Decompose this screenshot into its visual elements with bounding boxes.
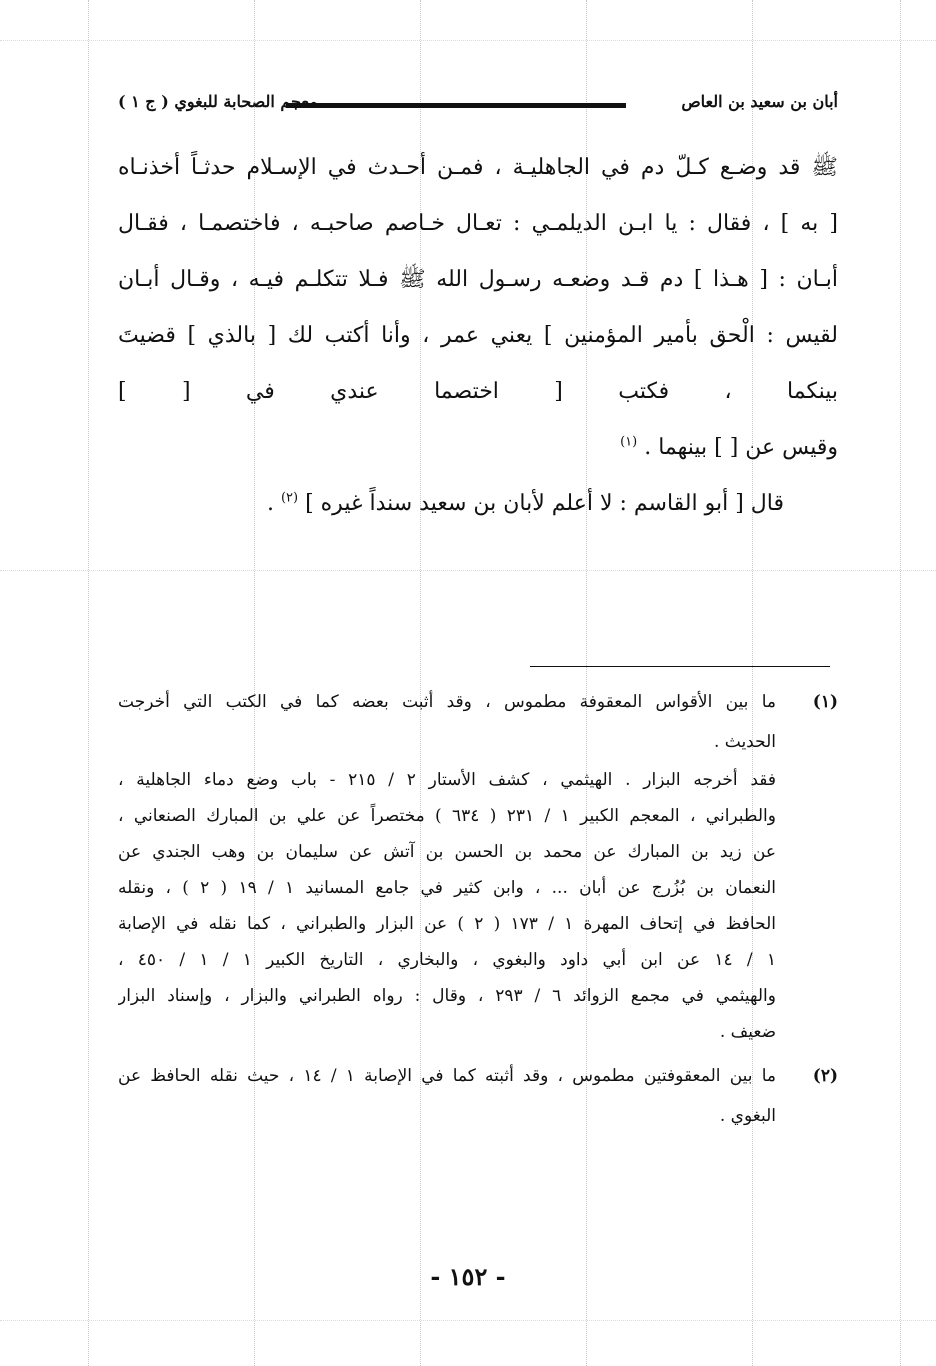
text-line-content: وقيس عن [ ] بينهما . [644,435,838,460]
header-rule [286,103,626,108]
text-line: [ به ] ، فقال : يا ابـن الديلمـي : تعـال خـاصم صاحبـه ، فاختصمـا ، فقـال [118,211,838,236]
footnote-line: فقد أخرجه البزار . الهيثمي ، كشف الأستار ٢ / ٢١٥ - باب وضع دماء الجاهلية ، [118,770,776,790]
footnote-ref: (٢) [280,490,299,506]
guide-line [0,570,936,571]
final-line-content: قال [ أبو القاسم : لا أعلم لأبان بن سعيد سنداً غيره ] [305,491,784,516]
footnote-line: ما بين الأقواس المعقوفة مطموس ، وقد أثبت بعضه كما في الكتب التي أخرجت [118,692,776,712]
footnote-line: ١ / ١٤ عن ابن أبي داود والبغوي ، والبخاري ، التاريخ الكبير ١ / ١ / ٤٥٠ ، [118,950,776,970]
footnote-line: ما بين المعقوفتين مطموس ، وقد أثبته كما في الإصابة ١ / ١٤ ، حيث نقله الحافظ عن [118,1066,776,1086]
header-book-title: معجم الصحابة للبغوي ( ج ١ ) [118,92,318,111]
text-line: بينكما ، فكتب [ اختصما عندي في [ ] [118,379,838,404]
guide-line [0,40,936,41]
text-line: لقيس : الْحق بأمير المؤمنين ] يعني عمر ، وأنا أكتب لك [ بالذي ] قضيتَ [118,323,838,348]
text-line: أبـان : [ هـذا ] دم قـد وضعـه رسـول الله ﷺ فـلا تتكلـم فيـه ، وقـال أبـان [118,267,838,292]
footnote [118,682,838,1050]
footnote [118,1056,838,1136]
footnote-number: (٢) [812,1066,838,1086]
footnote-number: (١) [812,692,838,712]
footnote-line: الحافظ في إتحاف المهرة ١ / ١٧٣ ( ٢ ) عن البزار والطبراني ، كما نقله في الإصابة [118,914,776,934]
final-punct: . [266,491,274,516]
text-line [118,420,838,476]
text-line-final [118,476,838,532]
footnote-line: ضعيف . [719,1022,776,1042]
guide-line [0,1320,936,1321]
footnote-ref: (١) [620,434,638,450]
footnote-line: والطبراني ، المعجم الكبير ١ / ٢٣١ ( ٦٣٤ ) مختصراً عن علي بن المبارك الصنعاني ، [118,806,776,826]
footnote-separator [530,666,830,667]
footnote-line: الحديث . [713,732,776,752]
footnote-line: النعمان بن بُزُرج عن أبان ... ، وابن كثير في جامع المسانيد ١ / ١٩ ( ٢ ) ، ونقله [118,878,776,898]
footnote-line: والهيثمي في مجمع الزوائد ٦ / ٢٩٣ ، وقال : رواه الطبراني والبزار ، وإسناد البزار [118,986,776,1006]
guide-line [88,0,89,1366]
footnote-line: عن زيد بن المبارك عن محمد بن الحسن بن آتش عن سليمان بن وهب الجندي عن [118,842,776,862]
page-number: - ١٥٢ - [430,1262,506,1291]
main-text [118,140,838,532]
guide-line [900,0,901,1366]
header-section-title: أبان بن سعيد بن العاص [681,92,838,111]
text-line: ﷺ قد وضـع كـلّ دم في الجاهليـة ، فمـن أحـدث في الإسـلام حدثـاً أخذنـاه [118,155,838,180]
footnote-line: البغوي . [719,1106,776,1126]
footnotes [118,682,838,1136]
running-header [118,92,838,122]
